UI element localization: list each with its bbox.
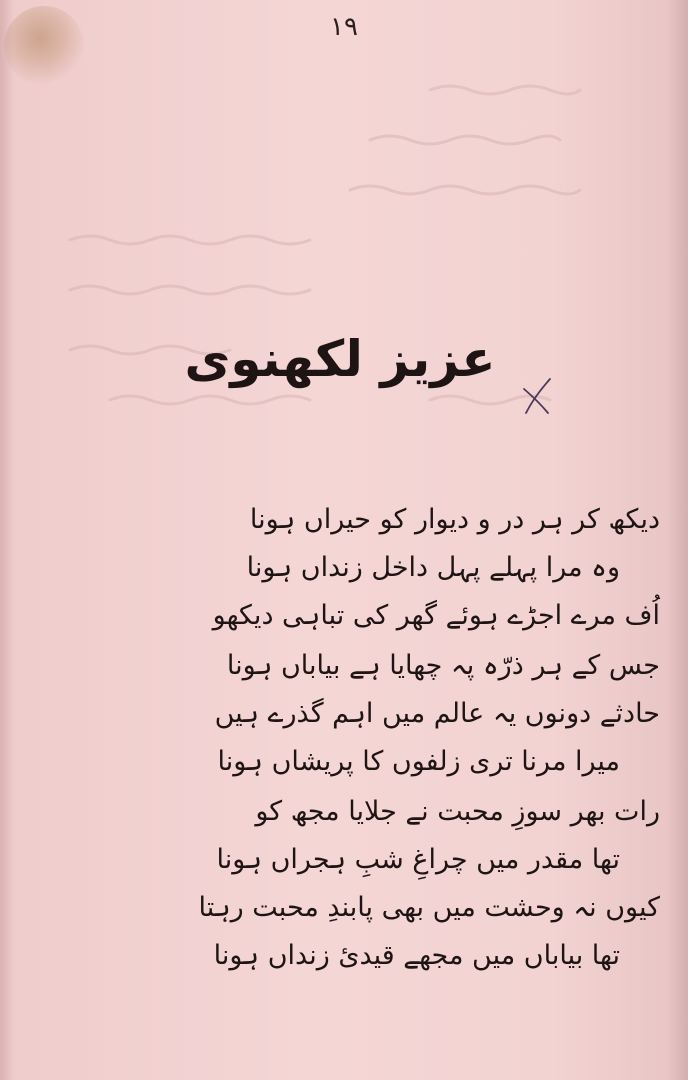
- pencil-cross-mark-icon: [520, 375, 556, 417]
- page-left-shadow: [0, 0, 14, 1080]
- verse-line-8: تھا مقدر میں چراغِ شبِ ہجراں ہونا: [216, 844, 620, 875]
- verse-line-6: میرا مرنا تری زلفوں کا پریشاں ہونا: [217, 746, 620, 777]
- verse-line-2: وہ مرا پہلے پہل داخل زنداں ہونا: [246, 552, 620, 583]
- verse-line-5: حادثے دونوں یہ عالم میں اہم گذرے ہیں: [214, 698, 660, 729]
- verse-line-7: رات بھر سوزِ محبت نے جلایا مجھ کو: [255, 796, 660, 827]
- verse-line-9: کیوں نہ وحشت میں بھی پابندِ محبت رہتا: [198, 892, 660, 923]
- verse-line-10: تھا بیاباں میں مجھے قیدیٔ زنداں ہونا: [213, 940, 620, 971]
- page-right-shadow: [666, 0, 688, 1080]
- verse-line-4: جس کے ہر ذرّہ پہ چھایا ہے بیاباں ہونا: [226, 650, 660, 681]
- verse-line-3: اُف مرے اجڑے ہوئے گھر کی تباہی دیکھو: [212, 600, 660, 631]
- page-number: ۱۹: [330, 12, 358, 42]
- verse-line-1: دیکھ کر ہر در و دیوار کو حیراں ہونا: [249, 504, 660, 535]
- poet-title: عزیز لکھنوی: [184, 330, 496, 388]
